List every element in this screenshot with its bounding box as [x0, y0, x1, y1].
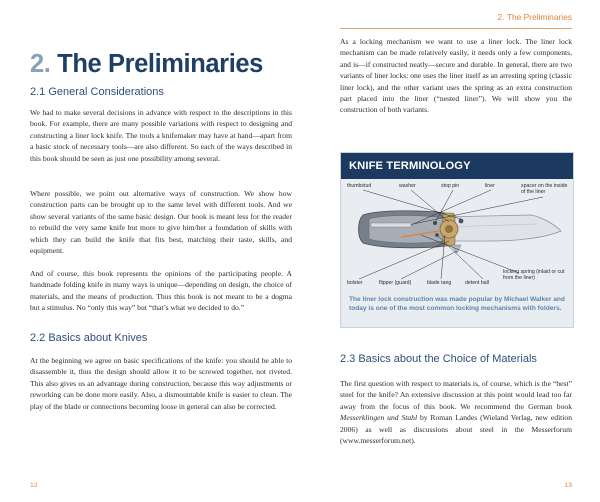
paragraph-general-1: We had to make several decisions in advance with respect to the descriptions in this book. For example, there are many possible variations with respect to designing and constructing a liner lock knife. The tools a knifemaker may have at hand—apart from a basic stock of necessary tools—are also different. So each of the ways described in this book should be seen as just one possibility among several.: [30, 108, 292, 163]
label-stop-pin: stop pin: [441, 183, 460, 189]
knife-thumbstud: [459, 219, 464, 224]
knife-flipper: [451, 245, 461, 253]
page-number-left: 12: [30, 482, 38, 489]
knife-stop-pin: [433, 221, 437, 225]
materials-text-1: The first question with respect to materials is, of course, which is the “best” steel for the knife? An extensive discussion at this point would lead too far away from the focus of this book. We recommend the German book: [340, 379, 572, 411]
chapter-number: 2.: [30, 50, 51, 78]
knife-terminology-box: [340, 152, 574, 328]
running-header: 2. The Preliminaries: [497, 12, 572, 22]
section-heading-general-considerations: 2.1 General Considerations: [30, 86, 164, 98]
materials-text-2: by Roman Landes (Wieland Verlag, new edition 2006) as well as discussions about steel in the Messerforum (www.messerforum.net).: [340, 413, 572, 446]
terminology-title: KNIFE TERMINOLOGY: [341, 153, 573, 179]
section-heading-basics-knives: 2.2 Basics about Knives: [30, 332, 148, 344]
label-liner: liner: [485, 183, 495, 189]
label-bolster: bolster: [347, 280, 363, 286]
book-title: Messerklingen und Stahl: [340, 413, 418, 423]
label-washer: washer: [399, 183, 416, 189]
section-heading-materials: 2.3 Basics about the Choice of Materials: [340, 353, 537, 365]
label-thumbstud: thumbstud: [347, 183, 372, 189]
header-rule: [340, 28, 572, 29]
chapter-title: [30, 50, 263, 79]
knife-spacer: [371, 223, 411, 227]
label-detent-ball: detent ball: [465, 280, 489, 286]
paragraph-general-3: And of course, this book represents the opinions of the participating people. A handmade folding knife in many ways is unique—depending on design, the choice of materials, and the means of production. Thus this book is not meant to be a dogma but a stimulus. No “only this way” but “that’s what we decided to do.”: [30, 269, 292, 313]
label-flipper: flipper (guard): [379, 280, 412, 286]
paragraph-liner-lock: As a locking mechanism we want to use a liner lock. The liner lock mechanism can be made relatively easily, it needs only a few components, and is—if constructed neatly—secure and durable. In general, there are two variants of liner locks: one uses the liner itself as an arresting spring (classic liner lock), and the other variant uses the spring as an extra construction part placed into the liner (“nested liner”). We will show you the construction of both variants.: [340, 37, 572, 115]
knife-liner: [369, 216, 443, 244]
paragraph-general-2: Where possible, we point out alternative ways of construction. We show how construction parts can be brought up to the same level with different tools. And we show several variants of the same basic design. Our book is meant less for the reader to rebuild the very same knife but more to give him/her a foundation of skills with which they can build the knife that fits best, matching their taste, skills, and equipment.: [30, 189, 292, 256]
label-blade-tang: blade tang: [427, 280, 452, 286]
terminology-caption: The liner lock construction was made popular by Michael Walker and today is one of the most common locking mechanisms with folders.: [349, 296, 565, 312]
chapter-title-text: The Preliminaries: [57, 50, 263, 78]
page-number-right: 13: [564, 482, 572, 489]
knife-pivot: [445, 225, 453, 233]
paragraph-basics-knives: At the beginning we agree on basic specifications of the knife: you should be able to disassemble it, thus the design should allow it to be screwed together, not riveted. This also gives us an advantage during construction, because this way adjustments or reworking can be done more easily. Also, a dismountable knife is easier to clean. The play of the blade or connections becoming loose in general can also be corrected.: [30, 356, 292, 411]
label-spacer: spacer on the inside of the liner: [521, 183, 568, 196]
paragraph-materials: [340, 378, 572, 446]
label-locking-spring: locking spring (inlaid or cut from the liner): [503, 269, 565, 282]
